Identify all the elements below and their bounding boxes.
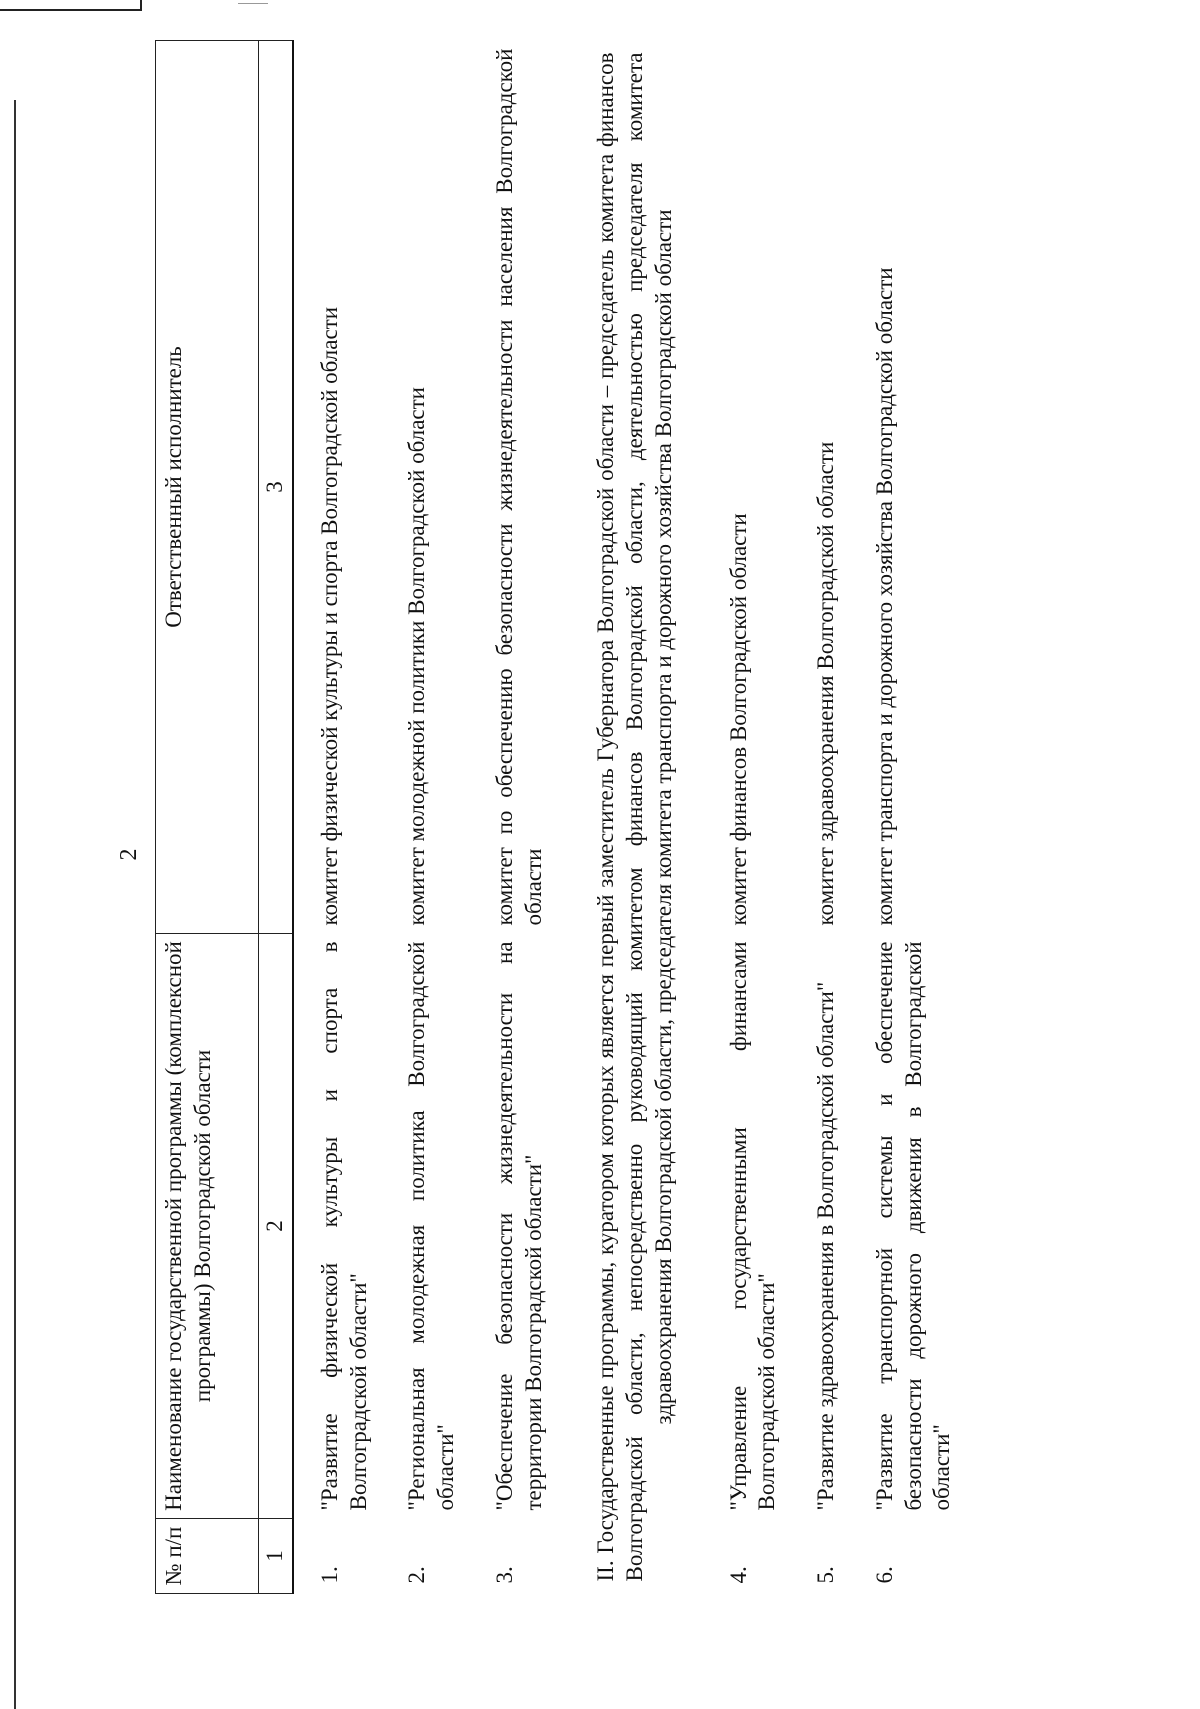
responsible-executor: комитет финансов Волгоградской области: [725, 513, 751, 926]
program-name: "Развитие здравоохранения в Волгоградской области": [813, 981, 838, 1511]
program-name: "Обеспечение безопасности жизнедеятельности на территории Волгоградской области": [491, 941, 546, 1511]
responsible-executor: комитет физической культуры и спорта Волгоградской области: [316, 306, 342, 926]
column-number: 1: [259, 1519, 293, 1594]
header-number: № п/п: [156, 1519, 259, 1594]
header-program-name: Наименование государственной программы (комплексной программы) Волгоградской области: [156, 934, 259, 1519]
header-executor: Ответственный исполнитель: [156, 41, 259, 934]
row-number: 5.: [813, 1566, 838, 1584]
program-name: "Управление государственными финансами Волгоградской области": [725, 941, 780, 1511]
table-row: [491, 41, 579, 1594]
responsible-executor: комитет транспорта и дорожного хозяйства Волгоградской области: [871, 267, 897, 926]
column-number: 2: [259, 934, 293, 1519]
row-number: 4.: [725, 1566, 751, 1584]
row-number: 3.: [491, 1566, 517, 1584]
program-name: "Развитие транспортной системы и обеспечение безопасности дорожного движения в Волгоградской области": [871, 941, 955, 1511]
table-header-row: [156, 41, 259, 1594]
program-name: "Развитие физической культуры и спорта в Волгоградской области": [316, 941, 371, 1511]
table-row: [871, 41, 987, 1594]
column-number-row: [259, 41, 293, 1594]
column-number: 3: [259, 41, 293, 934]
responsible-executor: комитет по обеспечению безопасности жизнедеятельности населения Волгоградской области: [491, 48, 546, 926]
table-row: [403, 41, 491, 1594]
section-heading-row: [578, 41, 724, 1594]
row-number: 1.: [316, 1566, 342, 1584]
program-name: "Региональная молодежная политика Волгоградской области": [404, 941, 458, 1511]
row-number: 6.: [871, 1566, 897, 1584]
section-heading: II. Государственные программы, куратором которых является первый заместитель Губернатора Волгоградской области – председатель комитета финансов Волгоградской области, непосредственно руководящий комитетом финансов Волгоградской области, деятельностью председателя комитета здравоохранения Волгоградской области, председателя комитета транспорта и дорожного хозяйства Волгоградской области: [593, 52, 676, 1582]
responsible-executor: комитет молодежной политики Волгоградской области: [404, 387, 430, 926]
table-row: [725, 41, 813, 1594]
row-number: 2.: [404, 1566, 430, 1584]
programs-table: [155, 40, 987, 1594]
table-row: [293, 41, 404, 1594]
page-number: 2: [116, 848, 142, 861]
responsible-executor: комитет здравоохранения Волгоградской области: [813, 441, 838, 926]
table-row: [812, 41, 871, 1594]
